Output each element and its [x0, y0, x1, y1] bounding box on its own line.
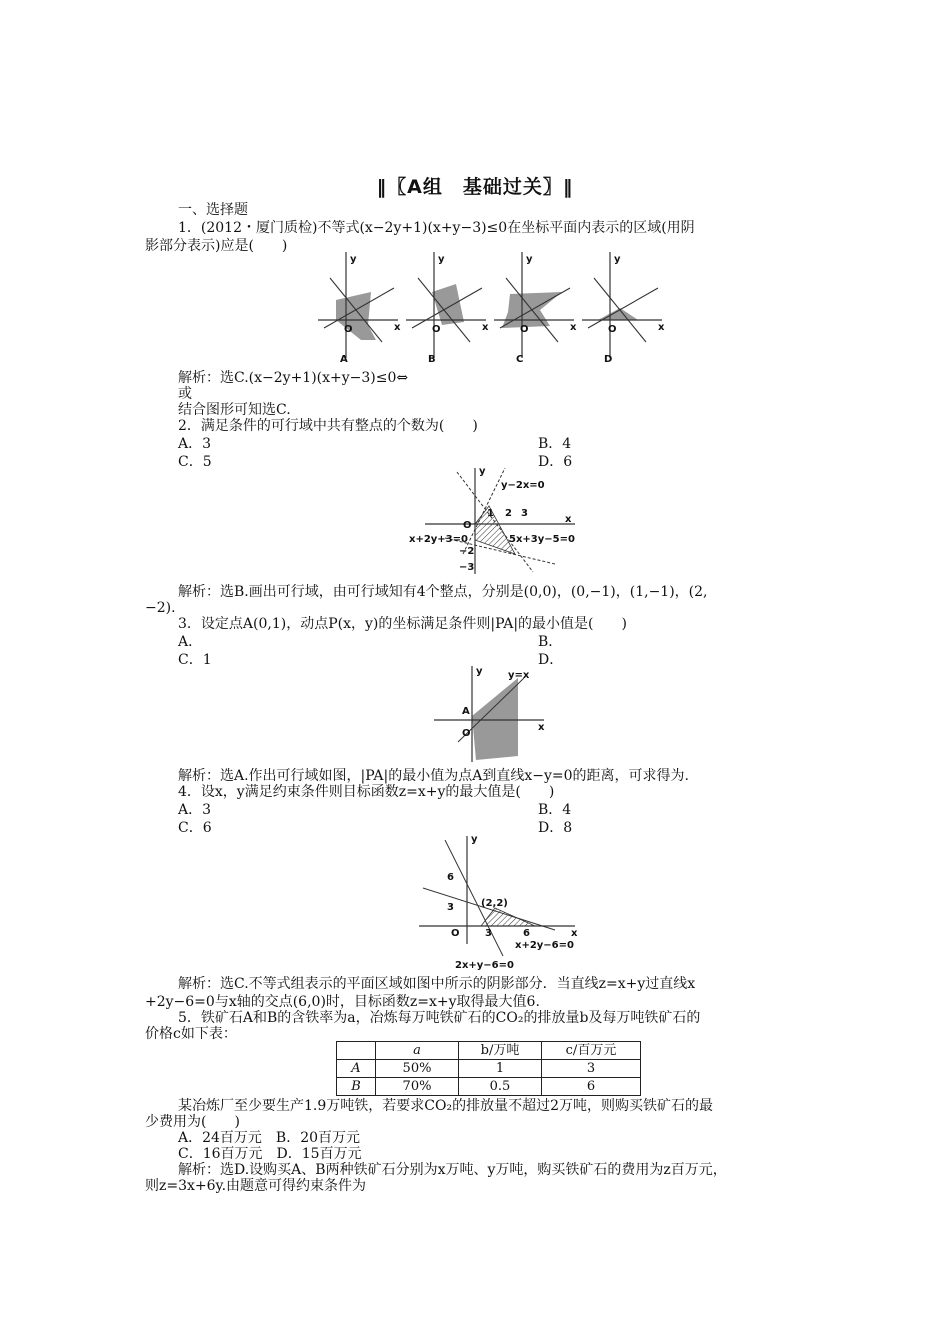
group-title: ‖〖A组 基础过关〗‖	[376, 176, 574, 198]
q4-line1-label: x+2y−6=0	[515, 940, 574, 951]
q5-solution-line1: 解析：选D.设购买A、B两种铁矿石分别为x万吨、y万吨，购买铁矿石的费用为z百万元，	[178, 1162, 727, 1178]
q1-stem-line1: 1．(2012・厦门质检)不等式(x−2y+1)(x+y−3)≤0在坐标平面内表示的区域(用阴	[178, 220, 695, 236]
q1-c-origin: O	[520, 324, 529, 335]
q1-c-y-label: y	[526, 254, 533, 265]
q4-point-label: (2,2)	[481, 898, 508, 909]
q2-option-c: C．5	[178, 454, 212, 470]
q2-x-label: x	[565, 514, 572, 525]
q2-tick-1: 1	[487, 508, 494, 519]
q4-tick-x6: 6	[523, 928, 530, 939]
q1-label-a: A	[340, 354, 348, 365]
q1-a-y-label: y	[350, 254, 357, 265]
q5-text-line2: 少费用为( )	[145, 1114, 240, 1130]
q1-solution-line2: 或	[178, 386, 192, 402]
q5-data-table	[336, 1041, 641, 1096]
q4-x-label: x	[571, 928, 578, 939]
q3-stem: 3．设定点A(0,1)，动点P(x，y)的坐标满足条件则|PA|的最小值是( )	[178, 616, 627, 632]
table-cell: 0.5	[459, 1078, 542, 1096]
q5-options-line2: C．16百万元 D．15百万元	[178, 1146, 362, 1162]
q1-solution-line3: 结合图形可知选C.	[178, 402, 291, 418]
q2-stem: 2．满足条件的可行域中共有整点的个数为( )	[178, 418, 478, 434]
q4-tick-y3: 3	[447, 902, 454, 913]
q2-origin: O	[463, 520, 472, 531]
q5-stem-line1: 5．铁矿石A和B的含铁率为a，冶炼每万吨铁矿石的CO₂的排放量b及每万吨铁矿石的	[178, 1010, 701, 1026]
q1-solution-line1: 解析：选C.(x−2y+1)(x+y−3)≤0⇔	[178, 370, 409, 386]
q2-tick-2: 2	[505, 508, 512, 519]
q3-option-b: B．	[538, 634, 563, 650]
q5-options-line1: A．24百万元 B．20百万元	[178, 1130, 361, 1146]
q2-option-d: D．6	[538, 454, 573, 470]
section-heading: 一、选择题	[178, 202, 248, 218]
q1-b-x-label: x	[482, 322, 489, 333]
q3-point-a: A	[462, 706, 470, 717]
q3-y-label: y	[476, 666, 483, 677]
q3-option-d: D．	[538, 652, 564, 668]
q1-figure-a	[318, 252, 401, 365]
q4-tick-x3: 3	[485, 928, 492, 939]
q2-line2-label: x+2y+3=0	[409, 534, 468, 545]
q4-figure	[415, 832, 585, 972]
q2-line1-label: y−2x=0	[501, 480, 545, 491]
q3-solution: 解析：选A.作出可行域如图，|PA|的最小值为点A到直线x−y=0的距离，可求得为.	[178, 768, 689, 784]
table-header-row	[337, 1042, 641, 1060]
table-row	[337, 1060, 641, 1078]
table-header-cell	[337, 1042, 376, 1060]
q2-solution-line1: 解析：选B.画出可行域，由可行域知有4个整点，分别是(0,0)，(0,−1)，(1,−1)，(2,	[178, 584, 708, 600]
q1-option-figures	[316, 250, 666, 368]
table-header-cell: c/百万元	[542, 1042, 641, 1060]
q1-figure-b	[406, 252, 489, 365]
q3-option-a: A．	[178, 634, 203, 650]
q4-stem: 4．设x，y满足约束条件则目标函数z=x+y的最大值是( )	[178, 784, 555, 800]
q1-stem-line2: 影部分表示)应是( )	[145, 238, 288, 254]
table-header-cell: a	[376, 1042, 459, 1060]
q1-d-y-label: y	[614, 254, 621, 265]
q4-solution-line2: +2y−6=0与x轴的交点(6,0)时，目标函数z=x+y取得最大值6.	[145, 994, 540, 1010]
q4-y-label: y	[471, 834, 478, 845]
q3-figure	[432, 664, 550, 766]
q1-label-d: D	[604, 354, 613, 365]
table-cell: A	[337, 1060, 376, 1078]
q4-option-b: B．4	[538, 802, 572, 818]
table-cell: 3	[542, 1060, 641, 1078]
q2-tick-m3: −3	[459, 562, 475, 573]
q3-option-c: C．1	[178, 652, 212, 668]
q1-a-x-label: x	[394, 322, 401, 333]
table-cell: 6	[542, 1078, 641, 1096]
q1-b-origin: O	[432, 324, 441, 335]
q4-solution-line1: 解析：选C.不等式组表示的平面区域如图中所示的阴影部分．当直线z=x+y过直线x	[178, 976, 696, 992]
q1-figure-c	[494, 252, 577, 365]
q5-solution-line2: 则z=3x+6y.由题意可得约束条件为	[145, 1178, 367, 1194]
q1-d-x-label: x	[658, 322, 665, 333]
q4-tick-y6: 6	[447, 872, 454, 883]
q2-tick-m2: −2	[459, 546, 475, 557]
q1-figure-d	[582, 252, 665, 365]
table-cell: 1	[459, 1060, 542, 1078]
table-cell: 70%	[376, 1078, 459, 1096]
q1-b-y-label: y	[438, 254, 445, 265]
q2-solution-line2: −2).	[145, 600, 176, 616]
q3-origin: O	[462, 728, 471, 739]
q1-c-x-label: x	[570, 322, 577, 333]
q1-label-c: C	[516, 354, 524, 365]
q4-origin: O	[451, 928, 460, 939]
q4-option-a: A．3	[178, 802, 212, 818]
q4-option-c: C．6	[178, 820, 212, 836]
table-cell: 50%	[376, 1060, 459, 1078]
q4-option-d: D．8	[538, 820, 573, 836]
q1-label-b: B	[428, 354, 436, 365]
q5-stem-line2: 价格c如下表：	[145, 1026, 237, 1042]
table-row	[337, 1078, 641, 1096]
q2-option-b: B．4	[538, 436, 572, 452]
q1-d-origin: O	[608, 324, 617, 335]
q2-line3-label: 5x+3y−5=0	[509, 534, 575, 545]
q4-line2-label: 2x+y−6=0	[455, 960, 514, 971]
q2-y-label: y	[479, 466, 486, 477]
q2-option-a: A．3	[178, 436, 212, 452]
q2-figure	[405, 464, 585, 576]
table-header-cell: b/万吨	[459, 1042, 542, 1060]
q5-text-line1: 某冶炼厂至少要生产1.9万吨铁，若要求CO₂的排放量不超过2万吨，则购买铁矿石的最	[178, 1098, 713, 1114]
table-cell: B	[337, 1078, 376, 1096]
q2-tick-3: 3	[521, 508, 528, 519]
q3-x-label: x	[538, 722, 545, 733]
q3-line-label: y=x	[508, 670, 530, 681]
q1-a-origin: O	[344, 324, 353, 335]
